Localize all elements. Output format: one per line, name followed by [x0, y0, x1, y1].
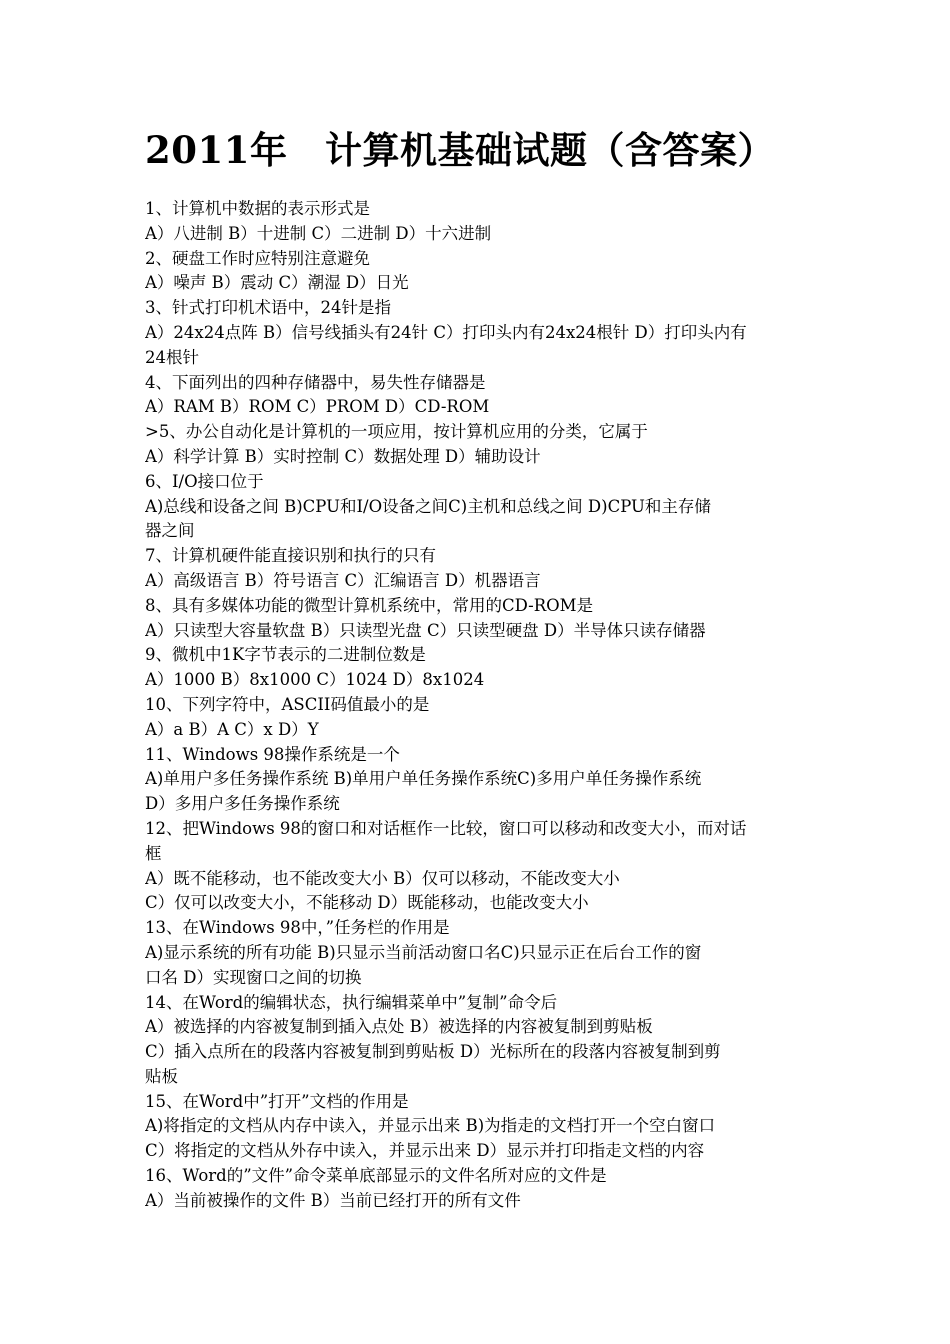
text-line: A）噪声 B）震动 C）潮湿 D）日光	[145, 273, 409, 293]
text-line: 框	[145, 843, 162, 863]
text-line: 9、微机中1K字节表示的二进制位数是	[145, 645, 426, 665]
text-line: 4、下面列出的四种存储器中，易失性存储器是	[145, 372, 486, 392]
text-line: 24根针	[145, 347, 199, 367]
text-line: C）仅可以改变大小，不能移动 D）既能移动，也能改变大小	[145, 893, 589, 913]
text-line: A）24x24点阵 B）信号线插头有24针 C）打印头内有24x24根针 D）打印头内有	[145, 322, 747, 342]
text-line: 10、下列字符中，ASCII码值最小的是	[145, 694, 430, 714]
text-line: A）a B）A C）x D）Y	[145, 719, 319, 739]
text-line: 16、Word的”文件”命令菜单底部显示的文件名所对应的文件是	[145, 1166, 607, 1186]
text-line: A)总线和设备之间 B)CPU和I/O设备之间C)主机和总线之间 D)CPU和主存储	[145, 496, 711, 516]
text-line: D）多用户多任务操作系统	[145, 794, 340, 814]
text-line: 12、把Windows 98的窗口和对话框作一比较，窗口可以移动和改变大小，而对话	[145, 818, 747, 838]
text-line: 2、硬盘工作时应特别注意避免	[145, 248, 370, 268]
text-line: A)显示系统的所有功能 B)只显示当前活动窗口名C)只显示正在后台工作的窗	[145, 942, 702, 962]
text-line: 15、在Word中”打开”文档的作用是	[145, 1091, 409, 1111]
text-line: A）当前被操作的文件 B）当前已经打开的所有文件	[145, 1190, 521, 1210]
text-line: 3、针式打印机术语中，24针是指	[145, 298, 391, 318]
text-line: A)单用户多任务操作系统 B)单用户单任务操作系统C)多用户单任务操作系统	[145, 769, 702, 789]
text-line: 13、在Windows 98中，”任务栏的作用是	[145, 918, 450, 938]
text-line: 8、具有多媒体功能的微型计算机系统中，常用的CD-ROM是	[145, 595, 594, 615]
text-line: A）只读型大容量软盘 B）只读型光盘 C）只读型硬盘 D）半导体只读存储器	[145, 620, 706, 640]
text-line: 贴板	[145, 1066, 178, 1086]
text-line: A）RAM B）ROM C）PROM D）CD-ROM	[145, 397, 490, 417]
text-line: 1、计算机中数据的表示形式是	[145, 199, 370, 218]
text-line: 6、I/O接口位于	[145, 471, 264, 491]
text-line: A）科学计算 B）实时控制 C）数据处理 D）辅助设计	[145, 446, 541, 466]
text-line: 7、计算机硬件能直接识别和执行的只有	[145, 546, 436, 566]
text-line: A）既不能移动，也不能改变大小 B）仅可以移动，不能改变大小	[145, 868, 620, 888]
text-line: C）插入点所在的段落内容被复制到剪贴板 D）光标所在的段落内容被复制到剪	[145, 1042, 721, 1062]
text-line: A）高级语言 B）符号语言 C）汇编语言 D）机器语言	[145, 570, 541, 590]
text-line: 器之间	[145, 521, 195, 541]
text-line: A）八进制 B）十进制 C）二进制 D）十六进制	[145, 223, 492, 243]
text-line: 14、在Word的编辑状态，执行编辑菜单中”复制”命令后	[145, 992, 558, 1012]
text-line: 11、Windows 98操作系统是一个	[145, 744, 400, 764]
question-list	[145, 197, 810, 1214]
text-line: A）1000 B）8x1000 C）1024 D）8x1024	[145, 670, 485, 690]
text-line: 口名 D）实现窗口之间的切换	[145, 967, 362, 987]
text-line: A）被选择的内容被复制到插入点处 B）被选择的内容被复制到剪贴板	[145, 1017, 653, 1037]
page-title: 2011年 计算机基础试题（含答案）	[145, 128, 775, 172]
text-line: >5、办公自动化是计算机的一项应用，按计算机应用的分类，它属于	[145, 422, 648, 442]
text-line: C）将指定的文档从外存中读入，并显示出来 D）显示并打印指走文档的内容	[145, 1141, 705, 1161]
text-line: A)将指定的文档从内存中读入，并显示出来 B)为指走的文档打开一个空白窗口	[145, 1116, 716, 1136]
